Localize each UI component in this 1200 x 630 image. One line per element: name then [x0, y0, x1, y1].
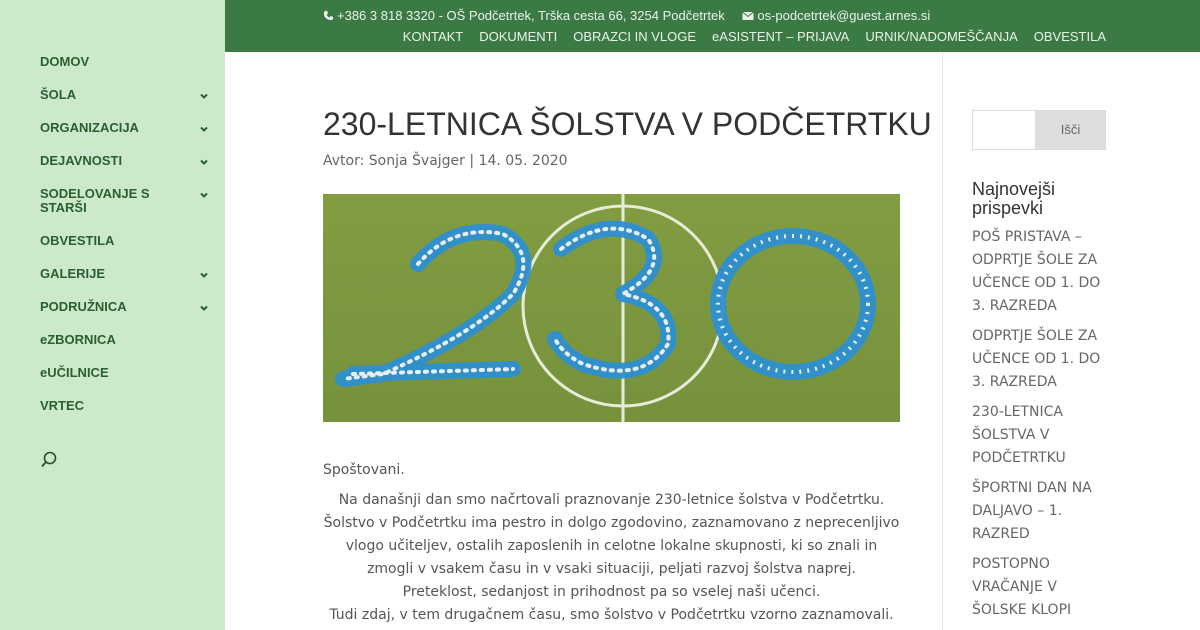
post-paragraph: Na današnji dan smo načrtovali praznovanje 230-letnice šolstva v Podčetrtku. [338, 492, 885, 508]
chevron-down-icon[interactable] [198, 156, 210, 168]
chevron-down-icon[interactable] [198, 123, 210, 135]
phone-icon [323, 10, 334, 21]
sidebar-item-domov[interactable]: DOMOV [40, 54, 90, 69]
search-icon[interactable] [40, 451, 58, 469]
sidebar-item-dejavnosti[interactable]: DEJAVNOSTI [40, 154, 210, 168]
post-meta: Avtor: Sonja Švajger | 14. 05. 2020 [323, 153, 568, 169]
top-nav-dokumenti[interactable]: DOKUMENTI [479, 29, 558, 44]
recent-post-link[interactable]: ŠPORTNI DAN NA DALJAVO – 1. RAZRED [972, 480, 1092, 542]
top-nav-obvestila[interactable]: OBVESTILA [1033, 29, 1106, 44]
top-nav-easistent[interactable]: eASISTENT – PRIJAVA [712, 29, 850, 44]
top-nav-kontakt[interactable]: KONTAKT [402, 29, 464, 44]
chevron-down-icon[interactable] [198, 269, 210, 281]
search-button[interactable]: Išči [1035, 110, 1106, 150]
sidebar-item-organizacija[interactable]: ORGANIZACIJA [40, 121, 210, 135]
post-greeting: Spoštovani. [323, 462, 405, 478]
recent-post-link[interactable]: ODPRTJE ŠOLE ZA UČENCE OD 1. DO 3. RAZREDA [972, 328, 1101, 390]
featured-image [323, 194, 900, 422]
sidebar-item-galerije[interactable]: GALERIJE [40, 267, 210, 281]
recent-post-link[interactable]: POSTOPNO VRAČANJE V ŠOLSKE KLOPI [972, 556, 1072, 618]
top-bar [225, 0, 1200, 52]
post-paragraph: Preteklost, sedanjost in prihodnost pa so vselej naši učenci. [402, 584, 821, 600]
recent-posts-list [972, 226, 1112, 629]
chevron-down-icon[interactable] [198, 302, 210, 314]
post-content [323, 459, 900, 627]
main-nav [40, 55, 210, 432]
sidebar-item-eucilnice[interactable]: eUČILNICE [40, 365, 109, 380]
left-sidebar [0, 0, 225, 630]
top-nav [387, 29, 1106, 44]
post-title: 230-LETNICA ŠOLSTVA V PODČETRTKU [323, 106, 932, 142]
sidebar-item-ezbornica[interactable]: eZBORNICA [40, 332, 116, 347]
sidebar-divider [942, 52, 943, 630]
top-nav-obrazci[interactable]: OBRAZCI IN VLOGE [573, 29, 697, 44]
post-paragraph: Tudi zdaj, v tem drugačnem času, smo šolstvo v Podčetrtku vzorno zaznamovali. [329, 607, 894, 623]
envelope-icon [742, 11, 754, 21]
sidebar-item-podruznica[interactable]: PODRUŽNICA [40, 300, 210, 314]
contact-info [323, 8, 930, 23]
phone-address-text: +386 3 818 3320 - OŠ Podčetrtek, Trška cesta 66, 3254 Podčetrtek [337, 8, 725, 23]
top-nav-urnik[interactable]: URNIK/NADOMEŠČANJA [865, 29, 1018, 44]
widget-search [972, 110, 1106, 150]
recent-post-link[interactable]: 230-LETNICA ŠOLSTVA V PODČETRTKU [972, 404, 1066, 466]
email-link[interactable]: os-podcetrtek@guest.arnes.si [742, 8, 930, 23]
chevron-down-icon[interactable] [198, 90, 210, 102]
recent-post-link[interactable]: POŠ PRISTAVA – ODPRTJE ŠOLE ZA UČENCE OD 1. DO 3. RAZREDA [972, 229, 1101, 314]
chevron-down-icon[interactable] [198, 189, 210, 201]
post-paragraph: Šolstvo v Podčetrtku ima pestro in dolgo zgodovino, zaznamovano z neprecenljivo vlogo učiteljev, ostalih zaposlenih in celotne lokalne skupnosti, ki so znali in zmogli v vsakem času in v vsaki situaciji, peljati razvoj šolstva naprej. [323, 515, 900, 577]
sidebar-item-sodelovanje[interactable]: SODELOVANJE S STARŠI [40, 187, 210, 215]
search-input[interactable] [973, 111, 1033, 149]
sidebar-item-vrtec[interactable]: VRTEC [40, 398, 85, 413]
sidebar-item-obvestila[interactable]: OBVESTILA [40, 233, 115, 248]
recent-posts-title: Najnovejši prispevki [972, 179, 1056, 218]
sidebar-item-sola[interactable]: ŠOLA [40, 88, 210, 102]
